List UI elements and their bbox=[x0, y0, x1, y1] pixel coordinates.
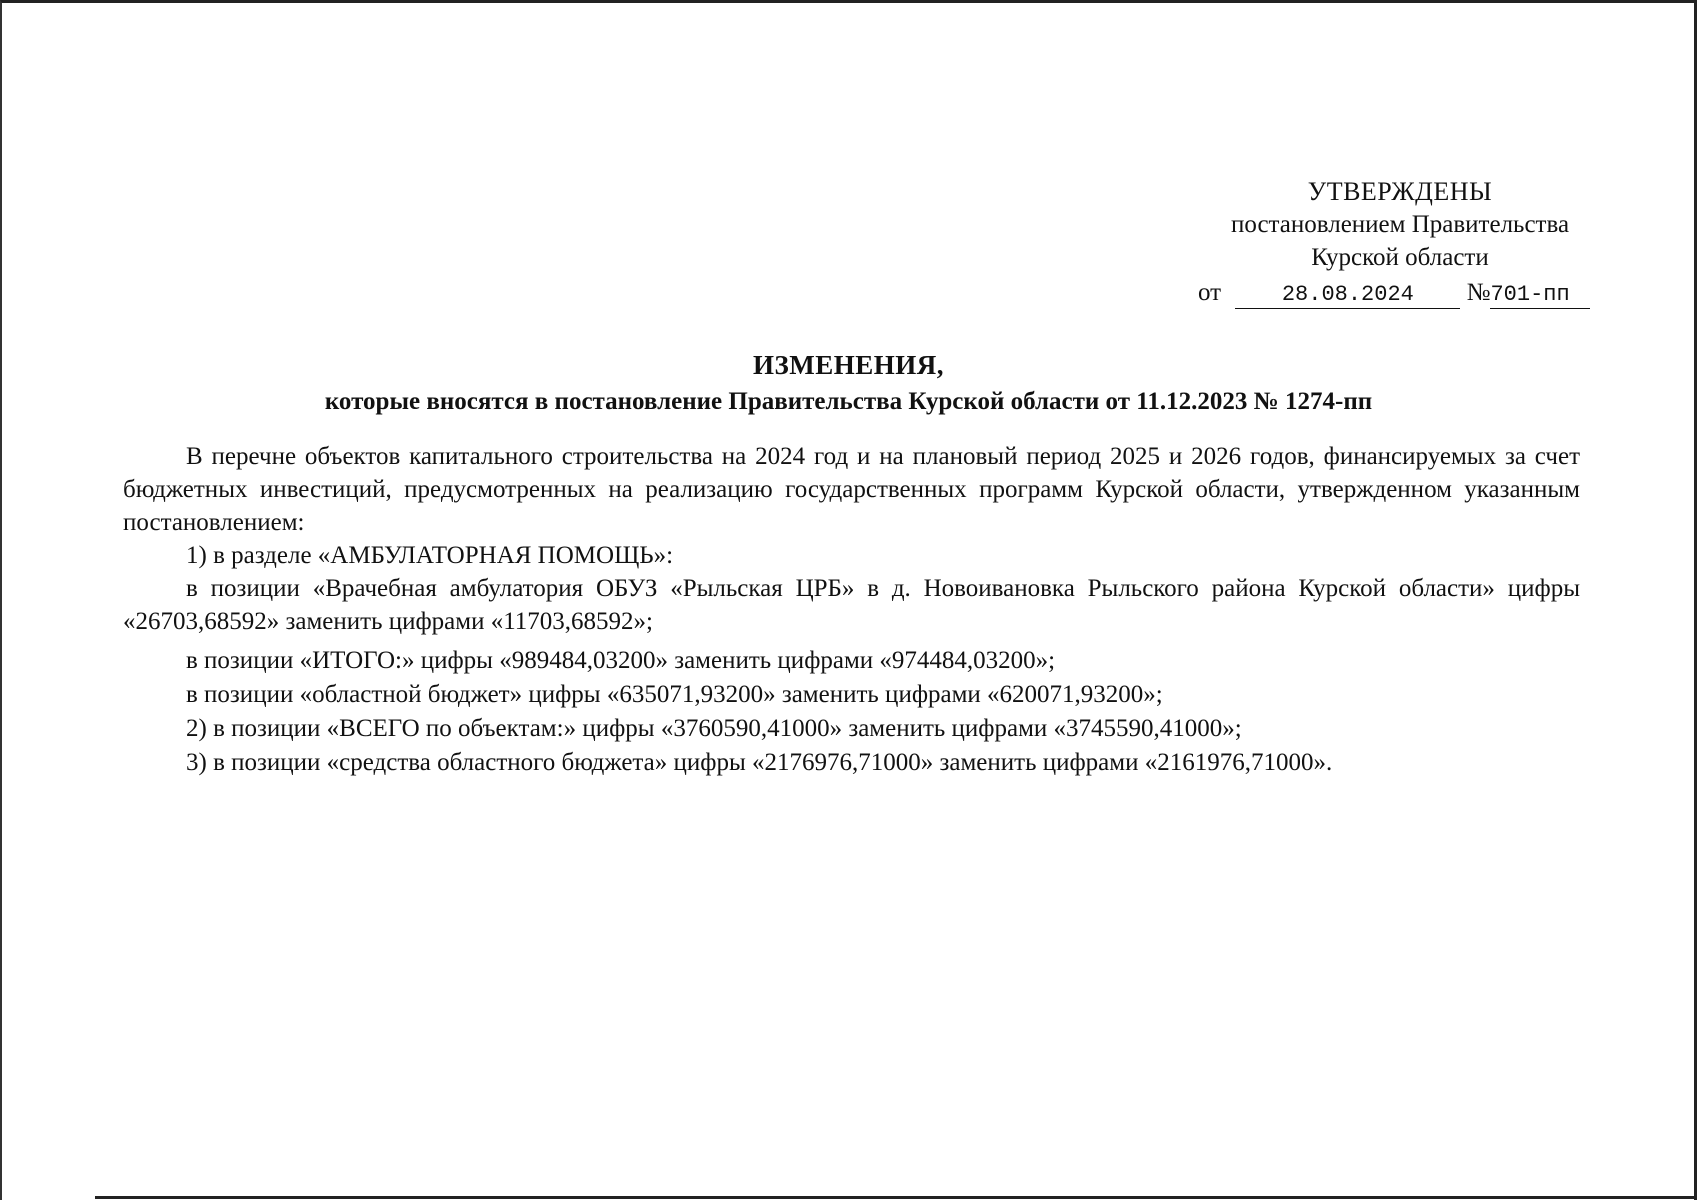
number-value: 701-пп bbox=[1490, 282, 1590, 309]
number-prefix: № bbox=[1466, 279, 1491, 306]
intro-text: В перечне объектов капитального строительства на 2024 год и на плановый период 2025 и 2026 годов, финансируемых за счет бюджетных инвестиций, предусмотренных на реализацию государственных программ Курской области, утвержденном указанным постановлением: bbox=[123, 443, 1580, 536]
item-2-paragraph bbox=[123, 712, 1580, 745]
intro-paragraph bbox=[123, 440, 1580, 539]
item-1c-paragraph bbox=[123, 678, 1580, 711]
date-prefix: от bbox=[1198, 279, 1222, 306]
item-1a-text: в позиции «Врачебная амбулатория ОБУЗ «Рыльская ЦРБ» в д. Новоивановка Рыльского района Курской области» цифры «26703,68592» заменить цифрами «11703,68592»; bbox=[123, 575, 1580, 635]
approval-line-2: Курской области bbox=[1311, 244, 1489, 271]
approval-line-1: постановлением Правительства bbox=[1230, 211, 1570, 238]
item-1a-paragraph bbox=[123, 572, 1580, 638]
item-1-heading-text: 1) в разделе «АМБУЛАТОРНАЯ ПОМОЩЬ»: bbox=[186, 542, 674, 569]
item-3-text: 3) в позиции «средства областного бюджета» цифры «2176976,71000» заменить цифрами «2161976,71000». bbox=[186, 749, 1333, 776]
item-3-paragraph bbox=[123, 746, 1580, 779]
approval-dateline bbox=[1198, 276, 1590, 309]
item-1c-text: в позиции «областной бюджет» цифры «635071,93200» заменить цифрами «620071,93200»; bbox=[186, 681, 1163, 708]
item-1-heading bbox=[123, 539, 1580, 572]
document-subtitle: которые вносятся в постановление Правительства Курской области от 11.12.2023 № 1274-пп bbox=[324, 388, 1373, 415]
date-value: 28.08.2024 bbox=[1235, 282, 1460, 309]
item-1b-paragraph bbox=[123, 644, 1580, 677]
document-title: ИЗМЕНЕНИЯ, bbox=[752, 350, 944, 380]
item-1b-text: в позиции «ИТОГО:» цифры «989484,03200» заменить цифрами «974484,03200»; bbox=[186, 647, 1056, 674]
approval-stamp bbox=[1180, 175, 1620, 274]
item-2-text: 2) в позиции «ВСЕГО по объектам:» цифры «3760590,41000» заменить цифрами «3745590,41000»; bbox=[186, 715, 1242, 742]
scan-edge-line bbox=[95, 1196, 1697, 1199]
approval-title: УТВЕРЖДЕНЫ bbox=[1307, 177, 1493, 206]
